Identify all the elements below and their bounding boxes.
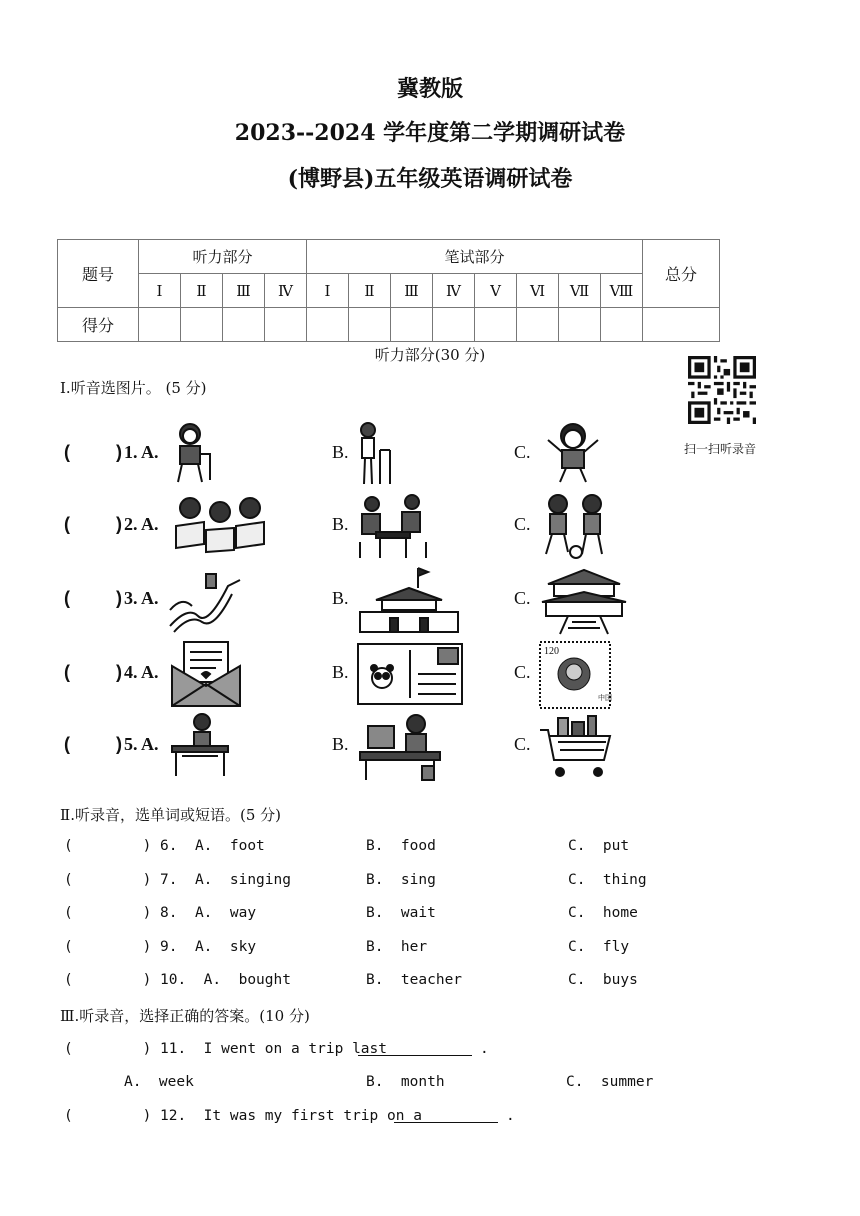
answer-paren-close: ) bbox=[116, 588, 122, 608]
q12-blank[interactable] bbox=[394, 1108, 498, 1127]
col-header: Ⅱ bbox=[181, 274, 223, 308]
option-c-label: C. bbox=[514, 442, 531, 462]
word-question-row bbox=[64, 972, 764, 994]
option-c-label: C. bbox=[514, 734, 531, 754]
question-lead: ( ) 8. A. way bbox=[64, 905, 257, 921]
answer-paren-close: ) bbox=[116, 662, 122, 682]
col-header: Ⅲ bbox=[223, 274, 265, 308]
col-header: Ⅶ bbox=[559, 274, 601, 308]
col-header: Ⅳ bbox=[433, 274, 475, 308]
exam-year-title: 2023--2024 学年度第二学期调研试卷 bbox=[234, 120, 626, 146]
question-lead: ( ) 9. A. sky bbox=[64, 939, 257, 955]
exam-title: (博野县)五年级英语调研试卷 bbox=[287, 166, 573, 192]
option-c: C. fly bbox=[568, 939, 630, 955]
boy-sitting-picture bbox=[168, 420, 214, 486]
option-b-label: B. bbox=[332, 734, 349, 754]
listening-part-title: 听力部分(30 分) bbox=[374, 346, 486, 364]
option-c-label: C. bbox=[514, 514, 531, 534]
children-reading-picture bbox=[168, 492, 272, 562]
q11-text: ( ) 11. I went on a trip last bbox=[64, 1041, 388, 1057]
q11-blank[interactable] bbox=[358, 1041, 472, 1060]
boy-standing-picture bbox=[356, 420, 396, 486]
letter-envelope-picture bbox=[168, 640, 244, 710]
option-b-label: B. bbox=[332, 662, 349, 682]
palace-museum-picture bbox=[538, 566, 630, 636]
col-header: Ⅰ bbox=[307, 274, 349, 308]
section-1-title: Ⅰ.听音选图片。 (5 分) bbox=[60, 379, 207, 397]
score-cell[interactable] bbox=[475, 308, 517, 342]
question-number: 2. A. bbox=[124, 514, 159, 534]
col-header: Ⅳ bbox=[265, 274, 307, 308]
shopping-cart-picture bbox=[538, 712, 616, 782]
col-header: Ⅵ bbox=[517, 274, 559, 308]
score-cell[interactable] bbox=[139, 308, 181, 342]
question-number: 5. A. bbox=[124, 734, 159, 754]
option-b-label: B. bbox=[332, 514, 349, 534]
people-playing-chess-picture bbox=[356, 492, 430, 562]
option-c: C. put bbox=[568, 838, 630, 854]
question-number: 3. A. bbox=[124, 588, 159, 608]
score-cell[interactable] bbox=[349, 308, 391, 342]
option-b: B. teacher bbox=[366, 972, 463, 988]
score-cell[interactable] bbox=[181, 308, 223, 342]
question-lead: ( ) 6. A. foot bbox=[64, 838, 265, 854]
option-b: B. sing bbox=[366, 872, 436, 888]
picture-question-row bbox=[60, 420, 700, 490]
col-header: Ⅴ bbox=[475, 274, 517, 308]
col-header: Ⅷ bbox=[601, 274, 643, 308]
tiananmen-picture bbox=[356, 566, 462, 636]
word-question-row bbox=[64, 905, 764, 927]
q11-row bbox=[64, 1041, 764, 1063]
question-number: 4. A. bbox=[124, 662, 159, 682]
option-a: A. week bbox=[124, 1074, 194, 1090]
word-question-row bbox=[64, 939, 764, 961]
picture-question-row bbox=[60, 712, 700, 782]
col-header: Ⅱ bbox=[349, 274, 391, 308]
writing-part-header: 笔试部分 bbox=[307, 240, 643, 274]
section-2-title: Ⅱ.听录音，选单词或短语。(5 分) bbox=[60, 806, 281, 824]
defen-label: 得分 bbox=[58, 308, 139, 342]
q12-row bbox=[64, 1108, 764, 1130]
option-c: C. home bbox=[568, 905, 638, 921]
score-cell[interactable] bbox=[433, 308, 475, 342]
score-table bbox=[57, 239, 720, 342]
q11-period: . bbox=[480, 1041, 489, 1057]
exam-publisher: 冀教版 bbox=[396, 76, 463, 102]
score-cell[interactable] bbox=[643, 308, 720, 342]
score-cell[interactable] bbox=[223, 308, 265, 342]
total-label: 总分 bbox=[643, 240, 720, 308]
score-cell[interactable] bbox=[307, 308, 349, 342]
boy-at-computer-picture bbox=[356, 712, 446, 782]
q11-options-row bbox=[64, 1074, 764, 1096]
score-cell[interactable] bbox=[391, 308, 433, 342]
q12-text: ( ) 12. It was my first trip on a bbox=[64, 1108, 422, 1124]
picture-question-row bbox=[60, 492, 700, 562]
answer-paren-open[interactable]: ( bbox=[64, 442, 70, 462]
word-question-row bbox=[64, 838, 764, 860]
question-number: 1. A. bbox=[124, 442, 159, 462]
qr-caption: 扫一扫听录音 bbox=[684, 442, 757, 456]
option-c-label: C. bbox=[514, 662, 531, 682]
option-b: B. wait bbox=[366, 905, 436, 921]
postcard-panda-picture bbox=[356, 640, 464, 710]
question-lead: ( ) 10. A. bought bbox=[64, 972, 291, 988]
option-c: C. summer bbox=[566, 1074, 654, 1090]
score-cell[interactable] bbox=[601, 308, 643, 342]
picture-question-row bbox=[60, 566, 700, 636]
monkey-stamp-picture bbox=[538, 640, 612, 710]
option-c-label: C. bbox=[514, 588, 531, 608]
svg-text:120: 120 bbox=[544, 646, 559, 657]
answer-paren-close: ) bbox=[116, 514, 122, 534]
answer-paren-open[interactable]: ( bbox=[64, 514, 70, 534]
question-lead: ( ) 7. A. singing bbox=[64, 872, 291, 888]
option-c: C. buys bbox=[568, 972, 638, 988]
option-b: B. her bbox=[366, 939, 428, 955]
option-b-label: B. bbox=[332, 442, 349, 462]
boys-playing-football-picture bbox=[538, 492, 612, 562]
answer-paren-close: ) bbox=[116, 734, 122, 754]
option-b: B. food bbox=[366, 838, 436, 854]
option-b: B. month bbox=[366, 1074, 445, 1090]
answer-paren-open[interactable]: ( bbox=[64, 588, 70, 608]
answer-paren-open[interactable]: ( bbox=[64, 734, 70, 754]
tihao-label: 题号 bbox=[58, 240, 139, 308]
col-header: Ⅰ bbox=[139, 274, 181, 308]
answer-paren-open[interactable]: ( bbox=[64, 662, 70, 682]
great-wall-picture bbox=[168, 566, 242, 636]
boy-writing-at-desk-picture bbox=[168, 712, 232, 778]
option-b-label: B. bbox=[332, 588, 349, 608]
boy-jumping-picture bbox=[538, 420, 608, 486]
option-c: C. thing bbox=[568, 872, 647, 888]
score-cell[interactable] bbox=[517, 308, 559, 342]
qr-code-icon[interactable] bbox=[688, 356, 756, 424]
score-cell[interactable] bbox=[559, 308, 601, 342]
score-cell[interactable] bbox=[265, 308, 307, 342]
col-header: Ⅲ bbox=[391, 274, 433, 308]
q12-period: . bbox=[506, 1108, 515, 1124]
picture-question-row bbox=[60, 640, 700, 710]
section-3-title: Ⅲ.听录音，选择正确的答案。(10 分) bbox=[60, 1007, 310, 1025]
word-question-row bbox=[64, 872, 764, 894]
svg-text:中国: 中国 bbox=[598, 694, 612, 702]
answer-paren-close: ) bbox=[116, 442, 122, 462]
listening-part-header: 听力部分 bbox=[139, 240, 307, 274]
